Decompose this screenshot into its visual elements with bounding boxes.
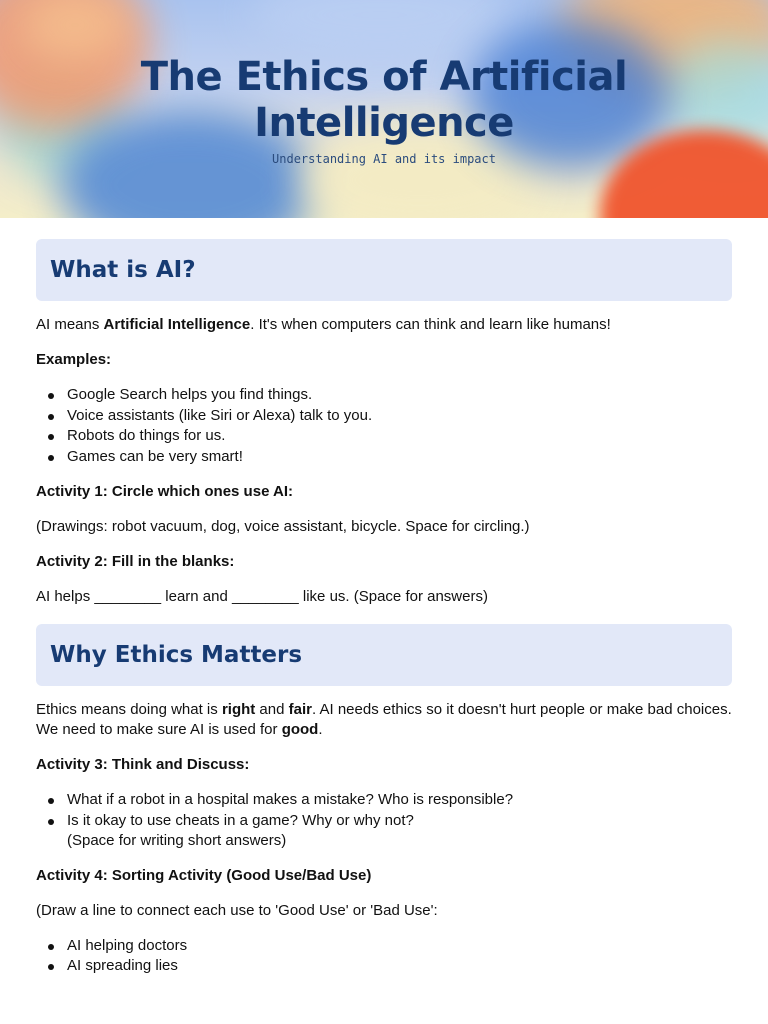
activity-1-text: (Drawings: robot vacuum, dog, voice assistant, bicycle. Space for circling.) [36,518,530,535]
page-subtitle: Understanding AI and its impact [272,152,496,166]
decorative-blob [250,0,510,60]
list-item: Games can be very smart! [67,447,732,468]
list-item: Robots do things for us. [67,426,732,447]
list-item: AI spreading lies [67,956,732,977]
list-item: What if a robot in a hospital makes a mistake? Who is responsible? [67,790,732,811]
list-item: Voice assistants (like Siri or Alexa) talk to you. [67,406,732,427]
activity-3-list [36,790,732,831]
activity-4-text: (Draw a line to connect each use to 'Good Use' or 'Bad Use': [36,901,438,919]
examples-label: Examples: [36,351,112,368]
list-item: Google Search helps you find things. [67,385,732,406]
page-title-line-1: The Ethics of Artificial [140,54,628,100]
header-banner [0,0,768,218]
page-title-line-2: Intelligence [254,100,514,146]
page-title [0,54,768,146]
section-header-what-is-ai [36,239,732,301]
activity-2-label: Activity 2: Fill in the blanks: [36,553,235,570]
section-title: Why Ethics Matters [50,642,303,668]
ai-definition [36,315,732,335]
text-run: Ethics means doing what is [36,701,222,718]
examples-list [36,385,732,467]
activity-4-list [36,936,732,977]
ethics-definition [36,700,732,740]
list-item: AI helping doctors [67,936,732,957]
bold-term: Artificial Intelligence [103,316,251,333]
activity-1-label: Activity 1: Circle which ones use AI: [36,483,294,500]
activity-2-text: AI helps ________ learn and ________ like us. (Space for answers) [36,588,488,605]
text-run: and [255,701,289,718]
activity-3-label: Activity 3: Think and Discuss: [36,756,250,773]
text-run: AI means [36,316,104,333]
bold-term: right [221,701,256,718]
list-item: Is it okay to use cheats in a game? Why or why not? [67,811,732,832]
text-run: . AI needs ethics so it doesn't hurt people or make bad choices. We need to make sure AI is used for [36,701,732,738]
activity-4-label: Activity 4: Sorting Activity (Good Use/Bad Use) [36,866,372,884]
bold-term: fair [288,701,312,718]
bold-term: good [281,721,319,738]
section-header-why-ethics-matters [36,624,732,686]
activity-3-note: (Space for writing short answers) [67,832,287,849]
text-run: . It's when computers can think and learn like humans! [250,316,611,333]
text-run: . [318,721,323,738]
content-area [36,239,732,977]
section-title: What is AI? [50,257,196,283]
